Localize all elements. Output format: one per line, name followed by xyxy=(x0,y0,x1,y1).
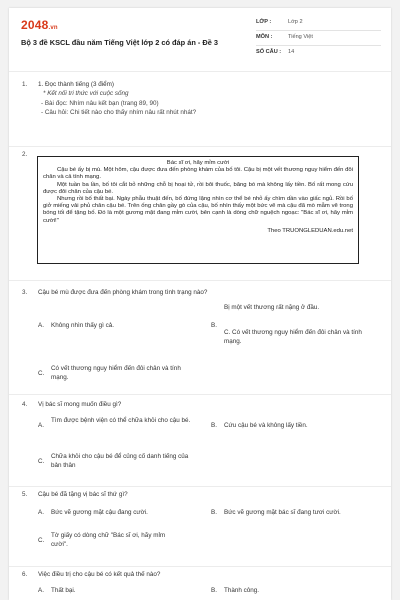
question-line: * Kết nối tri thức với cuộc sống xyxy=(43,90,129,98)
document-page xyxy=(9,8,391,600)
question-divider xyxy=(9,280,391,281)
option-letter: A. xyxy=(38,422,44,429)
question-divider xyxy=(9,146,391,147)
question-number: 2. xyxy=(22,151,28,158)
question-text: Cậu bé mù được đưa đến phòng khám trong tình trạng nào? xyxy=(38,289,208,296)
option-text: Bức vẽ gương mặt bác sĩ đang tươi cười. xyxy=(224,509,341,516)
option-text: Không nhìn thấy gì cả. xyxy=(51,322,115,329)
option-letter: C. xyxy=(38,370,45,377)
option-text: Có vết thương nguy hiểm đến đôi chân và tính mạng. xyxy=(51,365,181,382)
question-text: Việc điều trị cho cậu bé có kết quả thế nào? xyxy=(38,571,161,578)
question-line: - Câu hỏi: Chi tiết nào cho thấy nhím nâu rất nhút nhát? xyxy=(41,108,197,116)
logo-text: 2048 xyxy=(21,18,49,32)
passage-paragraph: Cậu bé ấy bị mù. Một hôm, cậu được đưa đến phòng khám của bố tôi. Cậu bị một vết thương nguy hiểm đến đôi chân và cả tính mạng. xyxy=(43,167,353,181)
question-line: - Bài đọc: Nhím nâu kết bạn (trang 89, 90) xyxy=(41,99,159,107)
question-divider xyxy=(9,394,391,395)
option-letter: B. xyxy=(211,509,217,516)
passage-paragraph: Một tuần ba lần, bố tôi cắt bỏ những chỗ bị hoại tử, rồi bôi thuốc, băng bó mà không lấy tiền. Bố rất mong cứu được đôi chân của cậu bé. xyxy=(43,181,353,195)
option-text: Bị một vết thương rất nặng ở đầu. xyxy=(224,304,320,311)
question-text: Vị bác sĩ mong muốn điều gì? xyxy=(38,401,122,408)
option-c[interactable] xyxy=(38,364,198,386)
option-letter: A. xyxy=(38,509,44,516)
meta-label: MÔN : xyxy=(256,34,273,40)
option-letter: A. xyxy=(38,587,44,594)
passage-source: Theo TRUONGLEDUAN.edu.net xyxy=(267,227,353,234)
option-letter: B. xyxy=(211,422,217,429)
question-number: 6. xyxy=(22,571,28,578)
meta-value: Tiếng Việt xyxy=(288,34,313,40)
reading-passage xyxy=(37,156,359,264)
meta-divider xyxy=(256,30,381,31)
question-text: Cậu bé đã tặng vị bác sĩ thứ gì? xyxy=(38,491,128,498)
passage-paragraph: Nhưng rồi bố thất bại. Ngày phẫu thuật đến, bố đứng lặng nhìn cơ thể bé nhỏ ấy chìm dần vào giấc ngủ. Rồi bố giở miếng vải phủ chân cậu bé. Trên ống chân gầy gò của cậu, bố nhìn thấy một bức vẽ mà cậu đã mò mẫm vẽ trong bóng tối để tặng bố. Đó là một gương mặt đang mỉm cười, bên cạnh là dòng chữ nguệch ngoạc: "Bác sĩ ơi, hãy mỉm cười!" xyxy=(43,196,353,224)
question-body xyxy=(38,80,379,117)
option-text: Tìm được bệnh viện có thể chữa khỏi cho cậu bé. xyxy=(51,417,191,424)
option-letter: B. xyxy=(211,322,217,329)
option-text: Thất bại. xyxy=(51,587,76,594)
question-number: 5. xyxy=(22,491,28,498)
option-text: C. Có vết thương nguy hiểm đến đôi chân và tính mạng. xyxy=(224,329,362,346)
site-logo[interactable] xyxy=(21,18,58,32)
question-divider xyxy=(9,486,391,487)
option-letter: B. xyxy=(211,587,217,594)
meta-value: Lớp 2 xyxy=(288,19,303,25)
option-letter: A. xyxy=(38,322,44,329)
meta-value: 14 xyxy=(288,49,295,55)
option-text: Tờ giấy có dòng chữ "Bác sĩ ơi, hãy mỉm cười". xyxy=(51,532,166,549)
option-letter: C. xyxy=(38,458,45,465)
meta-label: LỚP : xyxy=(256,19,272,25)
option-text: Chữa khỏi cho cậu bé để củng cố danh tiếng của bản thân xyxy=(51,453,189,470)
option-text: Thành công. xyxy=(224,587,260,594)
option-text: Cứu cậu bé và không lấy tiền. xyxy=(224,422,308,429)
meta-label: SỐ CÂU : xyxy=(256,49,282,55)
header-divider xyxy=(9,71,391,72)
passage-title: Bác sĩ ơi, hãy mỉm cười xyxy=(166,160,230,166)
logo-ext: .vn xyxy=(48,25,58,31)
question-number: 1. xyxy=(22,81,28,88)
option-c[interactable] xyxy=(38,531,198,553)
option-b-continued xyxy=(211,328,381,348)
option-letter: C. xyxy=(38,537,45,544)
option-a[interactable] xyxy=(38,416,198,438)
option-c[interactable] xyxy=(38,452,198,474)
question-title: 1. Đọc thành tiếng (3 điểm) xyxy=(38,81,114,88)
question-divider xyxy=(9,566,391,567)
question-number: 4. xyxy=(22,401,28,408)
question-number: 3. xyxy=(22,289,28,296)
option-text: Bức vẽ gương mặt cậu đang cười. xyxy=(51,509,148,516)
document-title: Bộ 3 đề KSCL đầu năm Tiếng Việt lớp 2 có đáp án - Đề 3 xyxy=(21,38,219,47)
meta-divider xyxy=(256,45,381,46)
